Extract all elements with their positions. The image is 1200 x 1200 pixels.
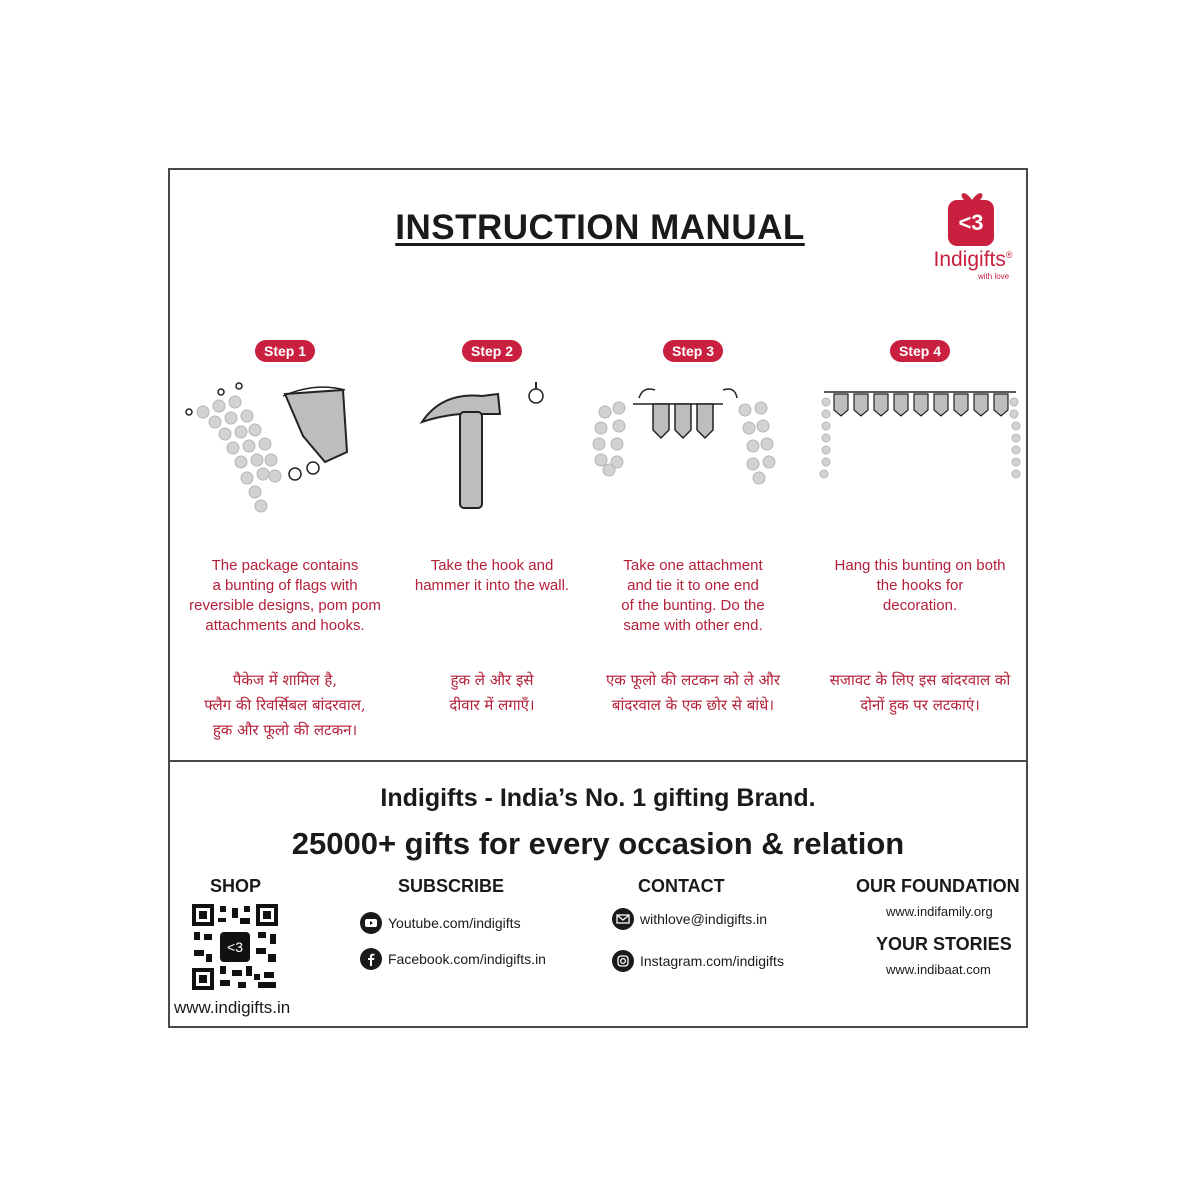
contact-heading: CONTACT bbox=[638, 876, 725, 896]
step-3 bbox=[583, 334, 803, 754]
qr-center-logo: <3 bbox=[227, 939, 243, 955]
manual-frame bbox=[168, 168, 1028, 1028]
shop-url[interactable]: www.indigifts.in bbox=[174, 998, 291, 1017]
hammer-hook-illustration bbox=[382, 382, 602, 522]
step-2 bbox=[382, 334, 602, 754]
step-badge: Step 3 bbox=[663, 340, 723, 362]
page-title: INSTRUCTION MANUAL bbox=[395, 208, 805, 247]
step-1 bbox=[175, 334, 395, 754]
step-2-english: Take the hook and hammer it into the wall. bbox=[414, 557, 570, 594]
brand-name: Indigifts® bbox=[933, 248, 1013, 271]
step-badge: Step 4 bbox=[890, 340, 950, 362]
brand-headline: Indigifts - India’s No. 1 gifting Brand. bbox=[380, 784, 816, 812]
instagram-link[interactable] bbox=[612, 950, 784, 972]
step-badge: Step 1 bbox=[255, 340, 315, 362]
step-1-english: The package contains a bunting of flags with reversible designs, pom pom attachments and hooks. bbox=[189, 557, 381, 634]
youtube-link[interactable] bbox=[360, 912, 521, 934]
instagram-icon bbox=[612, 950, 634, 972]
step-4-hindi: सजावट के लिए इस बांदरवाल को दोनों हुक पर लटकाएं। bbox=[829, 671, 1011, 714]
step-badge: Step 2 bbox=[462, 340, 522, 362]
step-3-hindi: एक फूलो की लटकन को ले और बांदरवाल के एक छोर से बांधे। bbox=[605, 671, 781, 714]
youtube-icon bbox=[360, 912, 382, 934]
brand-subheadline: 25000+ gifts for every occasion & relation bbox=[291, 826, 905, 861]
section-divider bbox=[170, 760, 1026, 762]
step-3-english: Take one attachment and tie it to one end of the bunting. Do the same with other end. bbox=[621, 557, 765, 634]
stories-url[interactable]: www.indibaat.com bbox=[886, 962, 991, 977]
step-4 bbox=[810, 334, 1030, 754]
logo-heart-box: <3 bbox=[948, 200, 994, 246]
step-4-english: Hang this bunting on both the hooks for decoration. bbox=[834, 557, 1006, 614]
stories-heading: YOUR STORIES bbox=[876, 934, 1012, 954]
hang-bunting-illustration bbox=[810, 382, 1030, 522]
facebook-link[interactable] bbox=[360, 948, 546, 970]
youtube-url: Youtube.com/indigifts bbox=[388, 915, 521, 931]
instagram-url: Instagram.com/indigifts bbox=[640, 953, 784, 969]
facebook-url: Facebook.com/indigifts.in bbox=[388, 951, 546, 967]
shop-heading: SHOP bbox=[210, 876, 262, 896]
brand-tagline: with love bbox=[978, 272, 1010, 281]
brand-logo bbox=[918, 178, 1028, 288]
qr-code[interactable] bbox=[192, 904, 278, 990]
step-2-hindi: हुक ले और इसे दीवार में लगाएँ। bbox=[449, 671, 535, 714]
step-1-hindi: पैकेज में शामिल है, फ्लैग की रिवर्सिबल बांदरवाल, हुक और फूलो की लटकन। bbox=[204, 671, 366, 739]
email-link[interactable] bbox=[612, 908, 767, 930]
tie-attachment-illustration bbox=[583, 382, 803, 522]
package-contents-illustration bbox=[175, 382, 395, 522]
foundation-url[interactable]: www.indifamily.org bbox=[886, 904, 993, 919]
facebook-icon bbox=[360, 948, 382, 970]
foundation-heading: OUR FOUNDATION bbox=[856, 876, 1020, 896]
email-address: withlove@indigifts.in bbox=[640, 911, 768, 927]
email-icon bbox=[612, 908, 634, 930]
subscribe-heading: SUBSCRIBE bbox=[398, 876, 505, 896]
